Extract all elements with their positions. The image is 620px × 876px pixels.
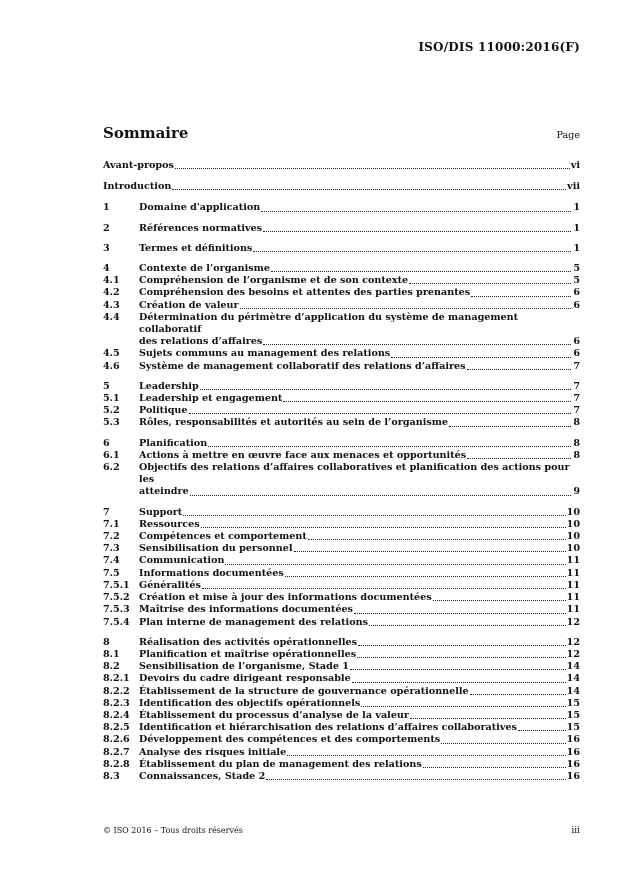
toc-entry-number: 4.5 [103,348,120,360]
dot-leader [409,283,571,284]
toc-entry-number: 8.2.5 [103,722,130,734]
toc-entry-number: 8.2 [103,661,120,673]
toc-entry-title: Analyse des risques initiale [139,746,287,758]
toc-entry-page: 8 [573,417,580,429]
toc-entry-title: Compréhension de l’organisme et de son contexte [139,275,409,287]
toc-entry-title: Connaissances, Stade 2 [139,770,266,782]
toc-entry[interactable] [103,202,580,214]
toc-entry-page: 11 [566,604,580,616]
dot-leader [433,600,566,601]
dot-leader [172,189,566,190]
dot-leader [294,551,566,552]
dot-leader [354,613,566,614]
toc-entry-number: 2 [103,222,110,234]
dot-leader [183,515,565,516]
dot-leader [471,296,571,297]
toc-entry[interactable] [103,759,580,771]
toc-entry-title: Planification et maîtrise opérationnelles [139,648,357,660]
toc-entry[interactable] [103,604,580,616]
toc-entry[interactable] [103,348,580,360]
toc-entry-number: 4.3 [103,299,120,311]
dot-leader [287,755,565,756]
toc-entry-number: 8.2.1 [103,673,130,685]
dot-leader [283,401,571,402]
toc-entry-number: 4.6 [103,360,120,372]
toc-entry-page: 1 [573,202,580,214]
toc-entry[interactable] [103,405,580,417]
dot-leader [467,369,571,370]
toc-entry-number: 7.4 [103,555,120,567]
toc-entry[interactable] [103,160,580,172]
toc-entry-page: 16 [566,746,580,758]
toc-entry-title: Leadership et engagement [139,393,283,405]
toc-entry[interactable] [103,568,580,580]
toc-entry-page: 6 [573,287,580,299]
dot-leader [358,645,566,646]
page-column-label: Page [556,130,580,141]
toc-entry-number: 6.1 [103,449,120,461]
toc-entry[interactable] [103,223,580,235]
toc-entry[interactable] [103,417,580,429]
toc-entry-number: 7.3 [103,543,120,555]
toc-entry-number: 7.2 [103,531,120,543]
toc-entry-title: Création de valeur [139,299,239,311]
toc-entry-page: 1 [573,242,580,254]
dot-leader [201,527,566,528]
dot-leader [190,495,571,496]
toc-entry-title: Établissement de la structure de gouvernance opérationnelle [139,685,469,697]
toc-entry-title: Réalisation des activités opérationnelles [139,636,357,648]
toc-entry-page: 16 [566,758,580,770]
toc-title-row [103,124,580,144]
toc-entry-number: 4.2 [103,287,120,299]
toc-entry-number: 7.5.3 [103,604,130,616]
toc-entry[interactable] [103,673,580,685]
toc-entry-number: 4 [103,263,110,275]
toc-entry-number: 7.5.2 [103,592,130,604]
toc-entry-title: Sujets communs au management des relations [139,348,391,360]
dot-leader [308,539,566,540]
dot-leader [369,625,566,626]
toc-entry-page: 15 [566,697,580,709]
toc-entry[interactable] [103,555,580,567]
toc-entry-title: Informations documentées [139,567,284,579]
document-id: ISO/DIS 11000:2016(F) [418,40,580,54]
toc-entry-page: 7 [573,393,580,405]
toc-entry[interactable] [103,519,580,531]
toc-entry-page: 6 [573,348,580,360]
toc-entry-page: 15 [566,709,580,721]
toc-entry-number: 5.1 [103,393,120,405]
toc-entry-page: 7 [573,405,580,417]
toc-entry[interactable] [103,181,580,193]
toc-entry-number: 8.3 [103,770,120,782]
toc-entry-title: Communication [139,555,225,567]
toc-entry-number: 8.2.4 [103,709,130,721]
toc-entry[interactable] [103,438,580,450]
toc-entry[interactable] [103,243,580,255]
toc-entry-page: 10 [566,543,580,555]
toc-entry[interactable] [103,771,580,783]
toc-entry[interactable] [103,661,580,673]
toc-entry-title: Établissement du plan de management des relations [139,758,422,770]
dot-leader [467,458,571,459]
dot-leader [266,779,565,780]
toc-entry-title: Rôles, responsabilités et autorités au sein de l’organisme [139,417,449,429]
toc-entry-number: 5 [103,380,110,392]
toc-entry-title: Politique [139,405,188,417]
toc-entry-page: 14 [566,685,580,697]
toc-entry-page: 14 [566,661,580,673]
toc-entry-number: 8.2.3 [103,697,130,709]
toc-entry-page: 11 [566,592,580,604]
toc-entry-page: 6 [573,336,580,348]
toc-entry-number: 8.2.8 [103,758,130,770]
toc-entry-page: 10 [566,518,580,530]
toc-entry-title: Planification [139,437,208,449]
toc-entry-page: 16 [566,770,580,782]
dot-leader [189,413,571,414]
toc-entry-page: 12 [566,636,580,648]
dot-leader [441,743,565,744]
toc-entry-page: vii [567,181,580,193]
toc-entry-number: 3 [103,242,110,254]
toc-entry-title: Support [139,506,183,518]
dot-leader [208,446,571,447]
toc-entry-number: 8 [103,636,110,648]
toc-entry[interactable] [103,734,580,746]
dot-leader [225,564,565,565]
toc-entry-number: 7.1 [103,518,120,530]
toc-entry-title: Sensibilisation du personnel [139,543,293,555]
toc-entry-title: Création et mise à jour des informations documentées [139,592,432,604]
toc-entry[interactable] [103,381,580,393]
toc-entry-number: 4.1 [103,275,120,287]
toc-entry-title: Actions à mettre en œuvre face aux menaces et opportunités [139,449,467,461]
dot-leader [240,308,571,309]
toc-entry-title: Compétences et comportement [139,531,307,543]
toc-entry-page: 11 [566,567,580,579]
toc-entry-page: 6 [573,299,580,311]
toc-entry-title: Objectifs des relations d’affaires collaboratives et planification des actions pour les [139,462,570,486]
dot-leader [352,682,566,683]
toc-entry-title: Détermination du périmètre d’application du système de management collaboratif [139,311,519,336]
toc-entry-page: 5 [573,263,580,275]
toc-entry[interactable] [103,300,580,312]
toc-entry-page: 15 [566,722,580,734]
toc-entry-page: 16 [566,734,580,746]
dot-leader [423,767,566,768]
dot-leader [253,251,571,252]
toc-entry-page: 12 [566,616,580,628]
toc-entry[interactable] [103,617,580,629]
toc-entry-number: 5.2 [103,405,120,417]
toc-entry-page: 1 [573,222,580,234]
toc-entry-page: 8 [573,449,580,461]
toc-entry-title: Compréhension des besoins et attentes des parties prenantes [139,287,471,299]
dot-leader [357,657,565,658]
toc-entry-number: 7.5 [103,567,120,579]
toc-entry-number: 8.1 [103,648,120,660]
toc-entry-title: Système de management collaboratif des relations d’affaires [139,360,466,372]
toc-entry-page: 11 [566,555,580,567]
toc-entry-number: 6.2 [103,462,120,474]
dot-leader [470,694,566,695]
toc-entry-title: Sensibilisation de l’organisme, Stade 1 [139,661,349,673]
toc-entry-number: 4.4 [103,311,120,323]
page-title: Sommaire [103,124,189,142]
toc-entry-title: Identification et hiérarchisation des relations d’affaires collaboratives [139,722,517,734]
toc-entry-page: 14 [566,673,580,685]
dot-leader [263,344,571,345]
dot-leader [285,576,566,577]
toc-entry-page: 9 [573,486,580,498]
toc-entry[interactable] [103,450,580,462]
footer-copyright: © ISO 2016 – Tous droits réservés [103,826,243,835]
toc-entry-title: Leadership [139,380,199,392]
toc-entry[interactable] [103,698,580,710]
toc-entry-page: 5 [573,275,580,287]
toc-entry-page: 8 [573,437,580,449]
dot-leader [202,588,566,589]
table-of-contents [103,160,580,783]
toc-entry-number: 8.2.7 [103,746,130,758]
toc-entry-title: Maîtrise des informations documentées [139,604,353,616]
toc-entry[interactable] [103,580,580,592]
dot-leader [410,718,566,719]
toc-entry[interactable] [103,312,580,349]
toc-entry[interactable] [103,393,580,405]
dot-leader [263,231,571,232]
footer-page-number: iii [571,826,580,836]
toc-entry[interactable] [103,710,580,722]
toc-entry-page: 12 [566,648,580,660]
toc-entry-title: Domaine d'application [139,202,261,214]
toc-entry-number: 6 [103,437,110,449]
toc-entry[interactable] [103,543,580,555]
dot-leader [175,168,570,169]
dot-leader [200,389,571,390]
toc-entry-number: 8.2.6 [103,734,130,746]
toc-entry[interactable] [103,507,580,519]
toc-entry[interactable] [103,275,580,287]
toc-entry-title: Contexte de l’organisme [139,263,270,275]
toc-entry-title: Développement des compétences et des comportements [139,734,441,746]
toc-entry-number: 7.5.1 [103,579,130,591]
toc-entry-number: 1 [103,202,110,214]
dot-leader [449,426,571,427]
toc-entry-title: Établissement du processus d’analyse de la valeur [139,709,409,721]
dot-leader [391,357,571,358]
toc-entry[interactable] [103,263,580,275]
toc-entry-title: Avant-propos [103,160,174,171]
toc-entry-page: 11 [566,579,580,591]
toc-entry-number: 5.3 [103,417,120,429]
toc-entry-page: vi [570,160,580,171]
dot-leader [518,730,566,731]
dot-leader [261,211,571,212]
toc-entry-number: 7 [103,506,110,518]
toc-entry-number: 8.2.2 [103,685,130,697]
toc-entry-number: 7.5.4 [103,616,130,628]
toc-entry-title-continued: atteindre [139,486,189,498]
toc-entry-title: Identification des objectifs opérationnels [139,697,361,709]
toc-entry[interactable] [103,531,580,543]
toc-entry[interactable] [103,637,580,649]
toc-entry-page: 7 [573,360,580,372]
toc-entry-title: Ressources [139,518,200,530]
toc-entry-title: Plan interne de management des relations [139,616,368,628]
toc-entry[interactable] [103,462,580,499]
toc-entry[interactable] [103,722,580,734]
toc-entry-title: Références normatives [139,222,263,234]
toc-entry-page: 7 [573,380,580,392]
toc-entry[interactable] [103,747,580,759]
toc-entry-title: Introduction [103,181,172,193]
toc-entry[interactable] [103,649,580,661]
toc-entry-page: 10 [566,506,580,518]
toc-entry-title-continued: des relations d’affaires [139,336,263,348]
toc-entry[interactable] [103,686,580,698]
toc-entry-title: Termes et définitions [139,242,253,254]
dot-leader [350,669,566,670]
toc-entry[interactable] [103,361,580,373]
dot-leader [361,706,565,707]
toc-entry[interactable] [103,592,580,604]
toc-entry-title: Généralités [139,579,201,591]
toc-entry[interactable] [103,287,580,299]
toc-entry-page: 10 [566,531,580,543]
toc-entry-title: Devoirs du cadre dirigeant responsable [139,673,351,685]
dot-leader [271,271,571,272]
